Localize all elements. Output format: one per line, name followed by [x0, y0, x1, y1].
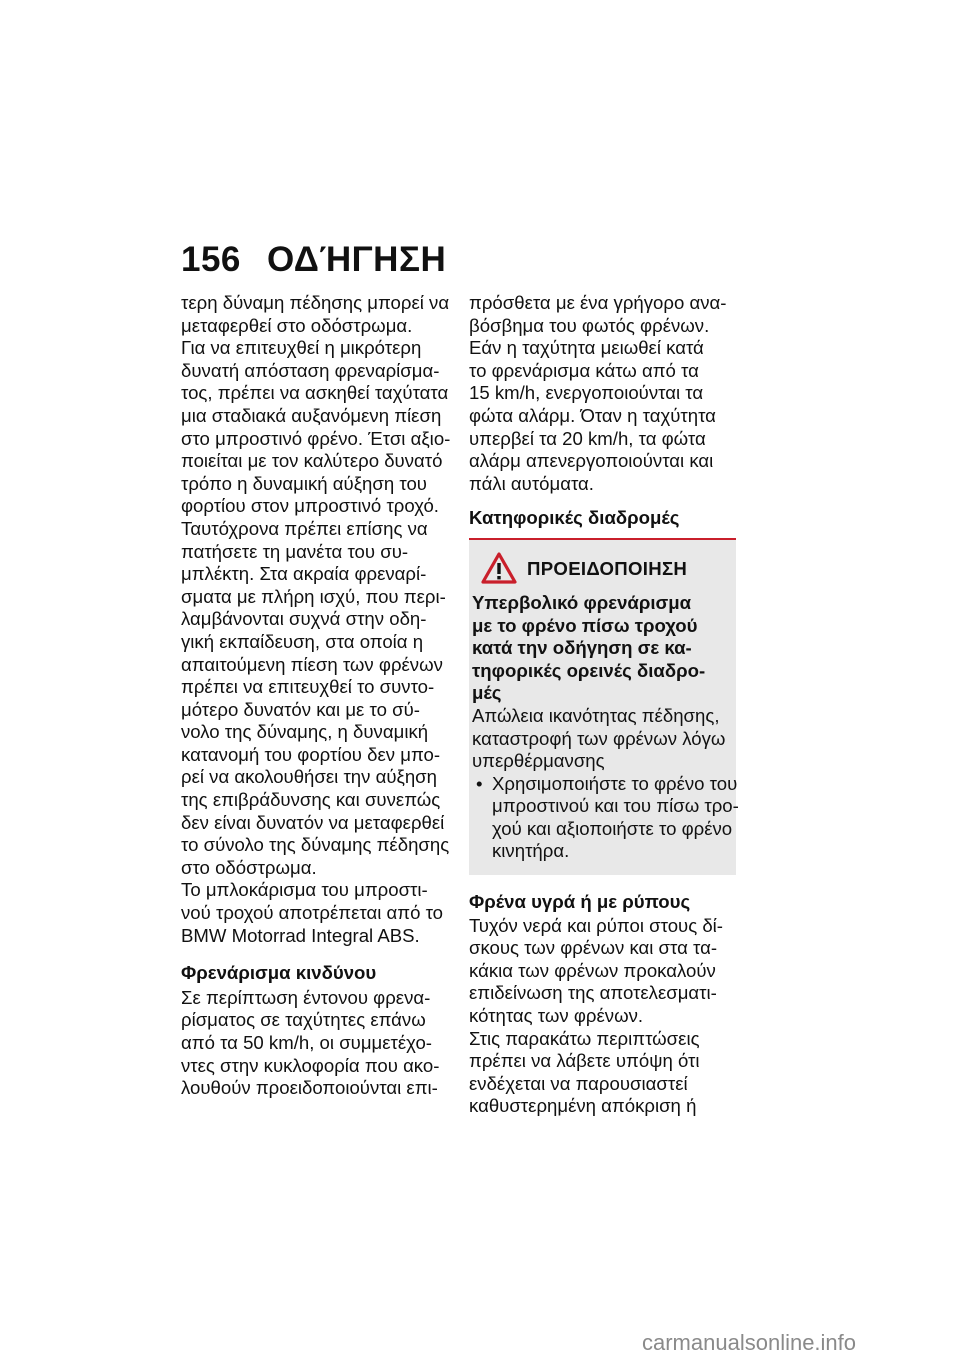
text-line: στο μπροστινό φρένο. Έτσι αξιο-: [181, 427, 451, 449]
text-line: στο οδόστρωμα.: [181, 856, 317, 878]
warning-hazard-line: τηφορικές ορεινές διαδρο-: [472, 659, 706, 681]
text-line: κάκια των φρένων προκαλούν: [469, 959, 716, 981]
warning-hazard-line: Υπερβολικό φρενάρισμα: [472, 591, 692, 613]
right-column: [469, 292, 739, 1118]
text-line: φορτίου στον μπροστινό τροχό.: [181, 495, 439, 517]
text-line: BMW Motorrad Integral ABS.: [181, 924, 420, 946]
section-title: ΟΔΉΓΗΣΗ: [267, 240, 447, 279]
text-line: ρίσματος σε ταχύτητες επάνω: [181, 1009, 426, 1031]
text-line: νού τροχού αποτρέπεται από το: [181, 902, 444, 924]
text-line: πρόσθετα με ένα γρήγορο ανα-: [469, 292, 727, 313]
text-line: πρέπει να επιτευχθεί το συντο-: [181, 676, 435, 698]
warning-bullet-continuation: κινητήρα.: [492, 840, 570, 862]
text-line: μπλέκτη. Στα ακραία φρεναρί-: [181, 563, 427, 585]
text-line: καθυστερημένη απόκριση ή: [469, 1095, 697, 1117]
page-header: [181, 240, 446, 280]
watermark: carmanualsonline.info: [642, 1330, 857, 1355]
text-line: βόσβημα του φωτός φρένων.: [469, 314, 710, 336]
text-line: δεν είναι δυνατόν να μεταφερθεί: [181, 811, 445, 833]
text-line: σκους των φρένων και στα τα-: [469, 937, 718, 959]
text-line: πάλι αυτόματα.: [469, 472, 594, 494]
bullet-text: Χρησιμοποιήστε το φρένο του: [492, 772, 738, 794]
text-line: υπερβεί τα 20 km/h, τα φώτα: [469, 427, 706, 449]
right-paragraph-1: [469, 292, 739, 495]
text-line: απαιτούμενη πίεση των φρένων: [181, 653, 443, 675]
text-line: Για να επιτευχθεί η μικρότερη: [181, 337, 422, 359]
text-line: επιδείνωση της αποτελεσματι-: [469, 982, 717, 1004]
warning-hazard-line: κατά την οδήγηση σε κα-: [472, 637, 692, 659]
text-line: αλάρμ απενεργοποιούνται και: [469, 450, 714, 472]
section-heading-downhill-routes: Κατηφορικές διαδρομές: [469, 507, 680, 529]
warning-bullet-continuation: μπροστινού και του πίσω τρο-: [492, 795, 739, 817]
text-line: Στις παρακάτω περιπτώσεις: [469, 1027, 700, 1049]
warning-hazard-line: μές: [472, 682, 502, 704]
text-line: φώτα αλάρμ. Όταν η ταχύτητα: [469, 404, 716, 426]
text-line: Εάν η ταχύτητα μειωθεί κατά: [469, 337, 704, 359]
left-paragraph-2: [181, 987, 461, 1100]
left-column: [181, 292, 461, 1100]
warning-title-row: [477, 552, 736, 592]
warning-bullet-continuation: χού και αξιοποιήστε το φρένο: [492, 817, 733, 839]
text-line: νολο της δύναμης, η δυναμική: [181, 721, 429, 743]
text-line: κατανομή του φορτίου δεν μπο-: [181, 743, 441, 765]
text-line: τρόπο η δυναμική αύξηση του: [181, 472, 427, 494]
text-line: πατήσετε τη μανέτα του συ-: [181, 540, 409, 562]
text-line: κότητας των φρένων.: [469, 1005, 644, 1027]
text-line: τος, πρέπει να ασκηθεί ταχύτατα: [181, 382, 449, 404]
text-line: πρέπει να λάβετε υπόψη ότι: [469, 1050, 700, 1072]
page-number: 156: [181, 240, 241, 279]
warning-consequence-line: Απώλεια ικανότητας πέδησης,: [472, 704, 720, 726]
text-line: δυνατή απόσταση φρεναρίσμα-: [181, 359, 440, 381]
warning-title: ΠΡΟΕΙΔΟΠΟΙΗΣΗ: [527, 557, 688, 579]
right-paragraph-2: [469, 915, 739, 1118]
text-line: Ταυτόχρονα πρέπει επίσης να: [181, 517, 428, 539]
text-line: Το μπλοκάρισμα του μπροστι-: [181, 879, 428, 901]
text-line: ντες στην κυκλοφορία που ακο-: [181, 1054, 440, 1076]
bullet-marker: •: [476, 772, 483, 794]
text-line: ρεί να ακολουθήσει την αύξηση: [181, 766, 437, 788]
text-line: λουθούν προειδοποιούνται επι-: [181, 1077, 438, 1099]
warning-bullet-item: [472, 773, 736, 796]
text-line: γική εκπαίδευση, στα οποία η: [181, 630, 424, 652]
text-line: το φρενάρισμα κάτω από τα: [469, 359, 699, 381]
warning-consequence-line: καταστροφή των φρένων λόγω: [472, 727, 726, 749]
text-line: το σύνολο της δύναμης πέδησης: [181, 834, 450, 856]
warning-box: [469, 540, 739, 875]
text-line: ποιείται με τον καλύτερο δυνατό: [181, 450, 443, 472]
left-paragraph-1: [181, 292, 461, 947]
text-line: μότερο δυνατόν και με το σύ-: [181, 698, 420, 720]
text-line: από τα 50 km/h, οι συμμετέχο-: [181, 1032, 432, 1053]
warning-consequence-line: υπερθέρμανσης: [472, 750, 605, 772]
text-line: σματα με πλήρη ισχύ, που περι-: [181, 585, 446, 607]
section-heading-wet-brakes: Φρένα υγρά ή με ρύπους: [469, 891, 691, 913]
warning-hazard-line: με το φρένο πίσω τροχού: [472, 614, 698, 636]
warning-triangle-icon: [481, 552, 517, 584]
text-line: ενδέχεται να παρουσιαστεί: [469, 1072, 688, 1094]
text-line: Σε περίπτωση έντονου φρενα-: [181, 986, 431, 1008]
text-line: μια σταδιακά αυξανόμενη πίεση: [181, 404, 442, 426]
text-line: Τυχόν νερά και ρύποι στους δί-: [469, 914, 724, 936]
section-heading-emergency-braking: Φρενάρισμα κινδύνου: [181, 962, 377, 984]
text-line: λαμβάνονται συχνά στην οδη-: [181, 608, 427, 630]
text-line: μεταφερθεί στο οδόστρωμα.: [181, 314, 413, 336]
warning-body: [469, 591, 739, 863]
text-line: της επιβράδυνσης και συνεπώς: [181, 789, 441, 811]
text-line: τερη δύναμη πέδησης μπορεί να: [181, 292, 450, 313]
text-line: 15 km/h, ενεργοποιούνται τα: [469, 382, 704, 404]
